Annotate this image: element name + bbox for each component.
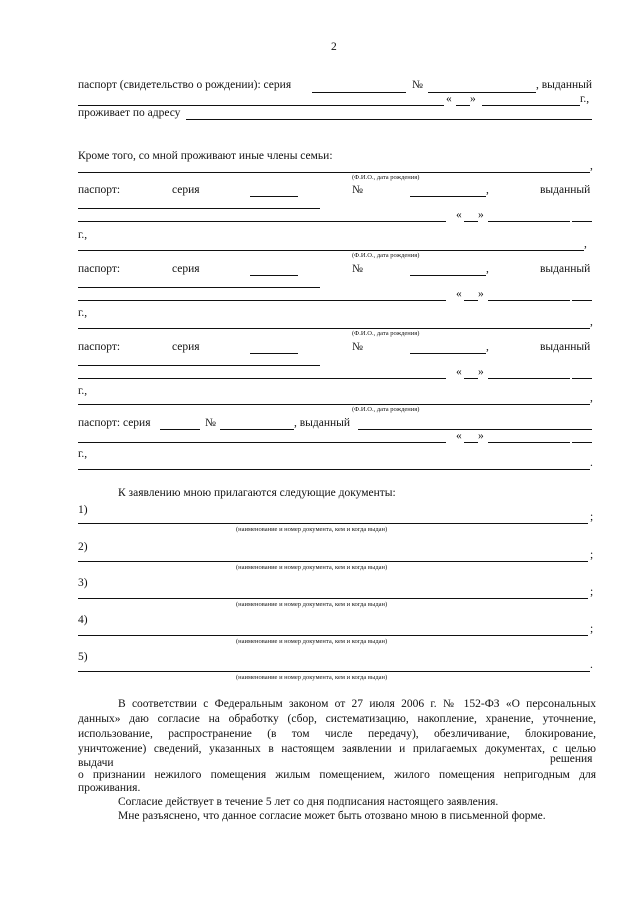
member3-issued-by-field-1[interactable] xyxy=(78,365,320,366)
member1-series-label: серия xyxy=(172,184,200,196)
member2-name-caption: (Ф.И.О., дата рождения) xyxy=(352,252,420,259)
applicant-quote-close: » xyxy=(470,93,476,105)
document-item-2-number: 2) xyxy=(78,541,88,553)
applicant-address-field[interactable] xyxy=(186,119,592,120)
member2-quote-open: « xyxy=(456,288,462,300)
member4-issued-by-field-2[interactable] xyxy=(78,442,446,443)
member1-quote-close: » xyxy=(478,209,484,221)
member3-year-label: г., xyxy=(78,385,88,397)
member2-name-field[interactable] xyxy=(78,250,584,251)
document-item-1-field[interactable] xyxy=(78,523,588,524)
member1-issued-by-field-2[interactable] xyxy=(78,221,446,222)
document-item-4-semicolon: ; xyxy=(590,623,594,635)
member1-issue-month-field[interactable] xyxy=(488,221,570,222)
consent-revocation: Мне разъяснено, что данное согласие может быть отозвано мною в письменной форме. xyxy=(118,810,546,822)
document-item-3-field[interactable] xyxy=(78,598,588,599)
member1-issued-label: выданный xyxy=(540,184,591,196)
applicant-address-label: проживает по адресу xyxy=(78,107,181,119)
document-item-5-caption: (наименование и номер документа, кем и когда выдан) xyxy=(236,674,388,681)
member1-passport-label: паспорт: xyxy=(78,184,121,196)
member1-issue-day-field[interactable] xyxy=(464,221,478,222)
member2-series-field[interactable] xyxy=(250,275,298,276)
document-item-1-semicolon: ; xyxy=(590,511,594,523)
member4-series-field[interactable] xyxy=(160,429,200,430)
family-intro: Кроме того, со мной проживают иные члены семьи: xyxy=(78,150,333,162)
member3-quote-open: « xyxy=(456,366,462,378)
applicant-number-sign: № xyxy=(412,79,423,91)
document-item-2-field[interactable] xyxy=(78,561,588,562)
member4-issue-year-field[interactable] xyxy=(572,442,592,443)
consent-line-7: проживания. xyxy=(78,782,141,794)
member1-number-field[interactable] xyxy=(410,196,486,197)
member1-name-field[interactable] xyxy=(78,172,590,173)
member2-year-label: г., xyxy=(78,307,88,319)
document-item-2-caption: (наименование и номер документа, кем и когда выдан) xyxy=(236,564,388,571)
applicant-passport-label: паспорт (свидетельство о рождении): серия xyxy=(78,79,292,91)
consent-line-1: В соответствии с Федеральным законом от 27 июля 2006 г. № 152-ФЗ «О персональных xyxy=(118,698,596,710)
document-item-1-number: 1) xyxy=(78,504,88,516)
consent-validity: Согласие действует в течение 5 лет со дня подписания настоящего заявления. xyxy=(118,796,499,808)
applicant-quote-open: « xyxy=(446,93,452,105)
member1-name-comma: , xyxy=(590,160,593,172)
member4-issued-label: , выданный xyxy=(294,417,351,429)
document-item-5-field[interactable] xyxy=(78,671,590,672)
member2-passport-label: паспорт: xyxy=(78,263,121,275)
member3-quote-close: » xyxy=(478,366,484,378)
member4-issue-month-field[interactable] xyxy=(488,442,570,443)
member2-issue-year-field[interactable] xyxy=(572,300,592,301)
applicant-number-field[interactable] xyxy=(428,92,536,93)
member4-quote-close: » xyxy=(478,430,484,442)
member3-series-label: серия xyxy=(172,341,200,353)
document-item-4-caption: (наименование и номер документа, кем и когда выдан) xyxy=(236,638,388,645)
member1-quote-open: « xyxy=(456,209,462,221)
member2-quote-close: » xyxy=(478,288,484,300)
member2-name-comma: , xyxy=(584,238,587,250)
consent-word-resheniya: решения xyxy=(550,753,593,765)
member3-number-sign: № xyxy=(352,341,363,353)
member2-issue-month-field[interactable] xyxy=(488,300,570,301)
member3-number-field[interactable] xyxy=(410,353,486,354)
consent-line-4: уничтожение) сведений, указанных в настоящем заявлении и прилагаемых документах, с целью xyxy=(78,743,596,755)
member4-extra-field[interactable] xyxy=(78,469,590,470)
member4-extra-period: . xyxy=(590,457,593,469)
member4-name-comma: , xyxy=(590,392,593,404)
member1-series-field[interactable] xyxy=(250,196,298,197)
member4-issued-by-field-1[interactable] xyxy=(358,429,592,430)
document-item-3-semicolon: ; xyxy=(590,586,594,598)
member2-number-sign: № xyxy=(352,263,363,275)
document-item-4-field[interactable] xyxy=(78,635,588,636)
applicant-issued-label: , выданный xyxy=(536,79,593,91)
member3-name-caption: (Ф.И.О., дата рождения) xyxy=(352,330,420,337)
consent-line-2: данных» даю согласие на обработку (сбор, систематизацию, накопление, хранение, уточнение, xyxy=(78,713,596,725)
member3-number-comma: , xyxy=(486,341,489,353)
member4-name-field[interactable] xyxy=(78,404,590,405)
document-item-2-semicolon: ; xyxy=(590,549,594,561)
member1-name-caption: (Ф.И.О., дата рождения) xyxy=(352,174,420,181)
member3-series-field[interactable] xyxy=(250,353,298,354)
member3-passport-label: паспорт: xyxy=(78,341,121,353)
applicant-issue-day-field[interactable] xyxy=(456,105,470,106)
member4-issue-day-field[interactable] xyxy=(464,442,478,443)
member3-issue-month-field[interactable] xyxy=(488,378,570,379)
member3-name-comma: , xyxy=(590,316,593,328)
member3-issued-by-field-2[interactable] xyxy=(78,378,446,379)
consent-line-3: использование, распространение (в том числе передачу), обезличивание, блокирование, xyxy=(78,728,596,740)
document-item-3-number: 3) xyxy=(78,577,88,589)
member2-issued-by-field-1[interactable] xyxy=(78,287,320,288)
member1-year-label: г., xyxy=(78,229,88,241)
member2-number-field[interactable] xyxy=(410,275,486,276)
member4-name-caption: (Ф.И.О., дата рождения) xyxy=(352,406,420,413)
document-item-1-caption: (наименование и номер документа, кем и когда выдан) xyxy=(236,526,388,533)
document-item-4-number: 4) xyxy=(78,614,88,626)
member2-issued-label: выданный xyxy=(540,263,591,275)
member1-number-comma: , xyxy=(486,184,489,196)
member3-issue-day-field[interactable] xyxy=(464,378,478,379)
member1-issue-year-field[interactable] xyxy=(572,221,592,222)
member2-issued-by-field-2[interactable] xyxy=(78,300,446,301)
member2-issue-day-field[interactable] xyxy=(464,300,478,301)
consent-line-6: о признании нежилого помещения жилым помещением, жилого помещения непригодным для xyxy=(78,769,596,781)
member3-issue-year-field[interactable] xyxy=(572,378,592,379)
page-number: 2 xyxy=(331,41,337,53)
member4-passport-series-label: паспорт: серия xyxy=(78,417,151,429)
member1-number-sign: № xyxy=(352,184,363,196)
member2-number-comma: , xyxy=(486,263,489,275)
document-item-5-number: 5) xyxy=(78,651,88,663)
document-item-3-caption: (наименование и номер документа, кем и когда выдан) xyxy=(236,601,388,608)
member4-year-label: г., xyxy=(78,448,88,460)
consent-word-vydachi: выдачи xyxy=(78,757,114,769)
member4-quote-open: « xyxy=(456,430,462,442)
member3-name-field[interactable] xyxy=(78,328,590,329)
documents-intro: К заявлению мною прилагаются следующие документы: xyxy=(118,487,396,499)
document-item-5-period: . xyxy=(590,659,593,671)
member4-number-field[interactable] xyxy=(220,429,294,430)
applicant-year-label: г., xyxy=(580,93,590,105)
member2-series-label: серия xyxy=(172,263,200,275)
member3-issued-label: выданный xyxy=(540,341,591,353)
applicant-series-field[interactable] xyxy=(312,92,406,93)
member1-issued-by-field-1[interactable] xyxy=(78,208,320,209)
member4-number-sign: № xyxy=(205,417,216,429)
applicant-issue-month-field[interactable] xyxy=(482,105,580,106)
